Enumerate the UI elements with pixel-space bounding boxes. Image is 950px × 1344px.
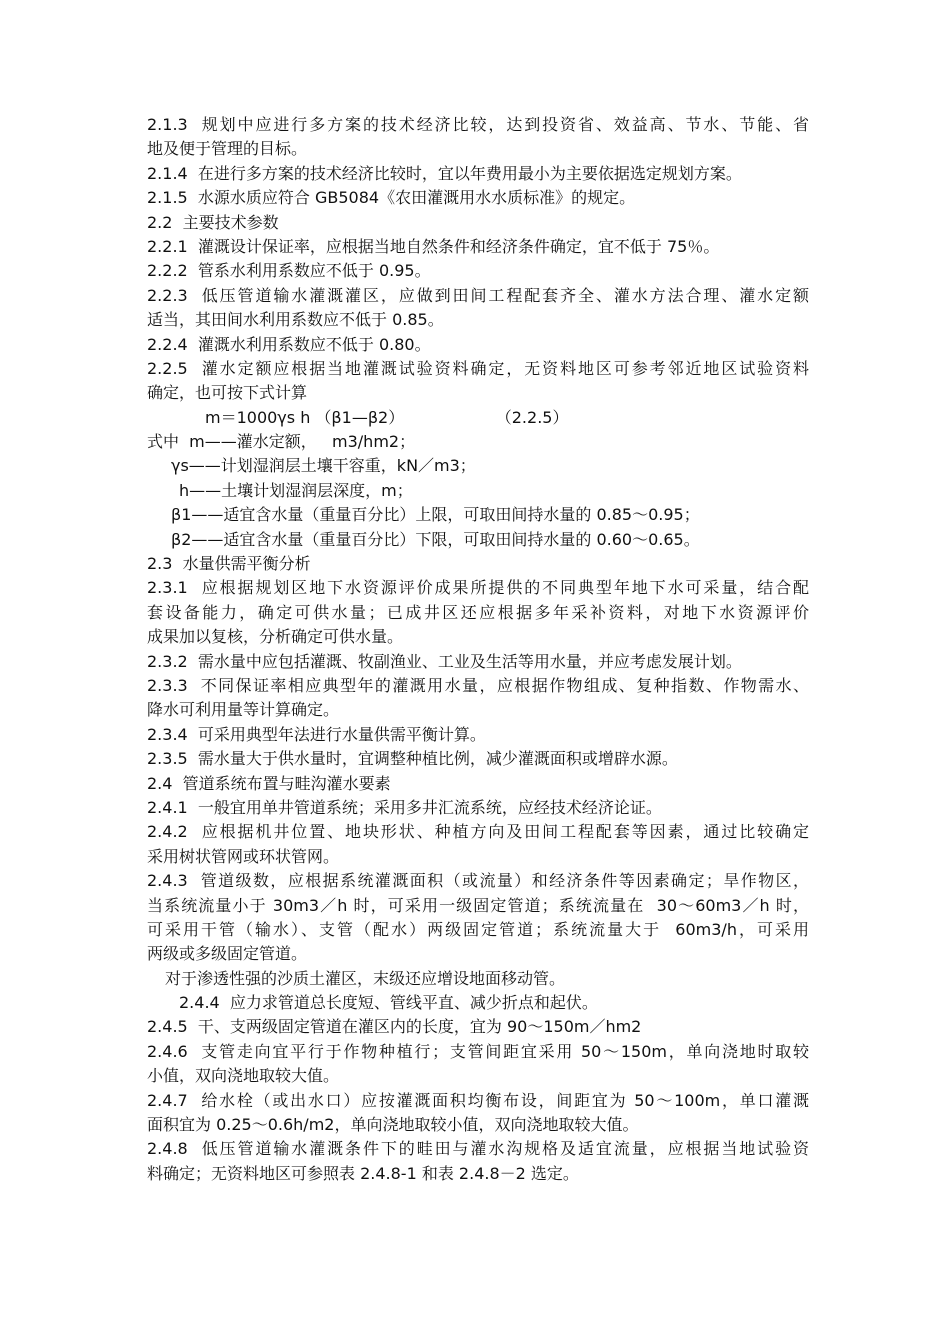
- text-line: 2.1.3 规划中应进行多方案的技术经济比较，达到投资省、效益高、节水、节能、省: [147, 115, 809, 134]
- text-line: 2.3.2 需水量中应包括灌溉、牧副渔业、工业及生活等用水量，并应考虑发展计划。: [147, 651, 742, 671]
- text-line: 成果加以复核，分析确定可供水量。: [147, 627, 404, 647]
- text-line: 2.4.7 给水栓（或出水口）应按灌溉面积均衡布设，间距宜为 50～100m，单口灌溉: [147, 1090, 809, 1110]
- text-line: β1——适宜含水量（重量百分比）上限，可取田间持水量的 0.85～0.95；: [171, 505, 700, 525]
- text-line: 2.4 管道系统布置与畦沟灌水要素: [147, 773, 391, 793]
- text-line: γs——计划湿润层土壤干容重，kN／m3；: [171, 456, 476, 476]
- text-line: 2.4.3 管道级数，应根据系统灌溉面积（或流量）和经济条件等因素确定；旱作物区，: [147, 871, 809, 891]
- text-line: 适当，其田间水利用系数应不低于 0.85。: [147, 310, 444, 330]
- text-line: 2.2.5 灌水定额应根据当地灌溉试验资料确定，无资料地区可参考邻近地区试验资料: [147, 358, 809, 378]
- text-line: 小值，双向浇地取较大值。: [147, 1066, 340, 1086]
- text-line: 料确定；无资料地区可参照表 2.4.8-1 和表 2.4.8－2 选定。: [147, 1163, 579, 1183]
- text-line: m＝1000γs h （β1—β2） （2.2.5）: [205, 407, 569, 427]
- text-line: 可采用干管（输水）、支管（配水）两级固定管道；系统流量大于 60m3/h，可采用: [147, 919, 809, 939]
- text-line: 两级或多级固定管道。: [147, 944, 308, 964]
- text-line: 2.2.4 灌溉水利用系数应不低于 0.80。: [147, 334, 431, 354]
- text-line: h——土壤计划湿润层深度，m；: [179, 480, 413, 500]
- document-page: [147, 113, 809, 1186]
- text-line: 确定，也可按下式计算: [147, 383, 308, 403]
- text-line: 当系统流量小于 30m3／h 时，可采用一级固定管道；系统流量在 30～60m3／h 时，: [147, 895, 809, 915]
- text-line: 2.3.1 应根据规划区地下水资源评价成果所提供的不同典型年地下水可采量，结合配: [147, 578, 809, 598]
- text-line: 2.3.4 可采用典型年法进行水量供需平衡计算。: [147, 724, 486, 744]
- text-line: 2.2.1 灌溉设计保证率，应根据当地自然条件和经济条件确定，宜不低于 75％。: [147, 236, 720, 256]
- text-line: 2.4.8 低压管道输水灌溉条件下的畦田与灌水沟规格及适宜流量，应根据当地试验资: [147, 1139, 809, 1159]
- text-line: 对于渗透性强的沙质土灌区，末级还应增设地面移动管。: [165, 968, 566, 988]
- text-line: 式中 m——灌水定额， m3/hm2；: [147, 432, 416, 452]
- text-line: 2.2.3 低压管道输水灌溉灌区，应做到田间工程配套齐全、灌水方法合理、灌水定额: [147, 285, 809, 305]
- text-line: 2.4.2 应根据机井位置、地块形状、种植方向及田间工程配套等因素，通过比较确定: [147, 822, 809, 842]
- text-line: 2.4.5 干、支两级固定管道在灌区内的长度，宜为 90～150m／hm2: [147, 1017, 642, 1037]
- text-line: 2.2 主要技术参数: [147, 212, 279, 232]
- text-line: 采用树状管网或环状管网。: [147, 846, 340, 866]
- text-line: 面积宜为 0.25～0.6h/m2，单向浇地取较小值，双向浇地取较大值。: [147, 1115, 639, 1135]
- text-line: 套设备能力，确定可供水量；已成井区还应根据多年采补资料，对地下水资源评价: [147, 602, 809, 622]
- text-line: 2.3.5 需水量大于供水量时，宜调整种植比例，减少灌溉面积或增辟水源。: [147, 749, 678, 769]
- text-line: 降水可利用量等计算确定。: [147, 700, 340, 720]
- text-line: 2.1.4 在进行多方案的技术经济比较时，宜以年费用最小为主要依据选定规划方案。: [147, 163, 742, 183]
- text-line: 2.3.3 不同保证率相应典型年的灌溉用水量，应根据作物组成、复种指数、作物需水、: [147, 675, 809, 695]
- text-line: 2.4.1 一般宜用单井管道系统；采用多井汇流系统，应经技术经济论证。: [147, 797, 662, 817]
- text-line: 2.4.4 应力求管道总长度短、管线平直、减少折点和起伏。: [179, 993, 598, 1013]
- text-line: 2.3 水量供需平衡分析: [147, 554, 311, 574]
- text-line: 2.1.5 水源水质应符合 GB5084《农田灌溉用水水质标准》的规定。: [147, 188, 636, 208]
- text-line: 地及便于管理的目标。: [147, 139, 308, 159]
- text-line: 2.2.2 管系水利用系数应不低于 0.95。: [147, 261, 431, 281]
- text-line: β2——适宜含水量（重量百分比）下限，可取田间持水量的 0.60～0.65。: [171, 529, 700, 549]
- text-line: 2.4.6 支管走向宜平行于作物种植行；支管间距宜采用 50～150m，单向浇地时取较: [147, 1041, 809, 1061]
